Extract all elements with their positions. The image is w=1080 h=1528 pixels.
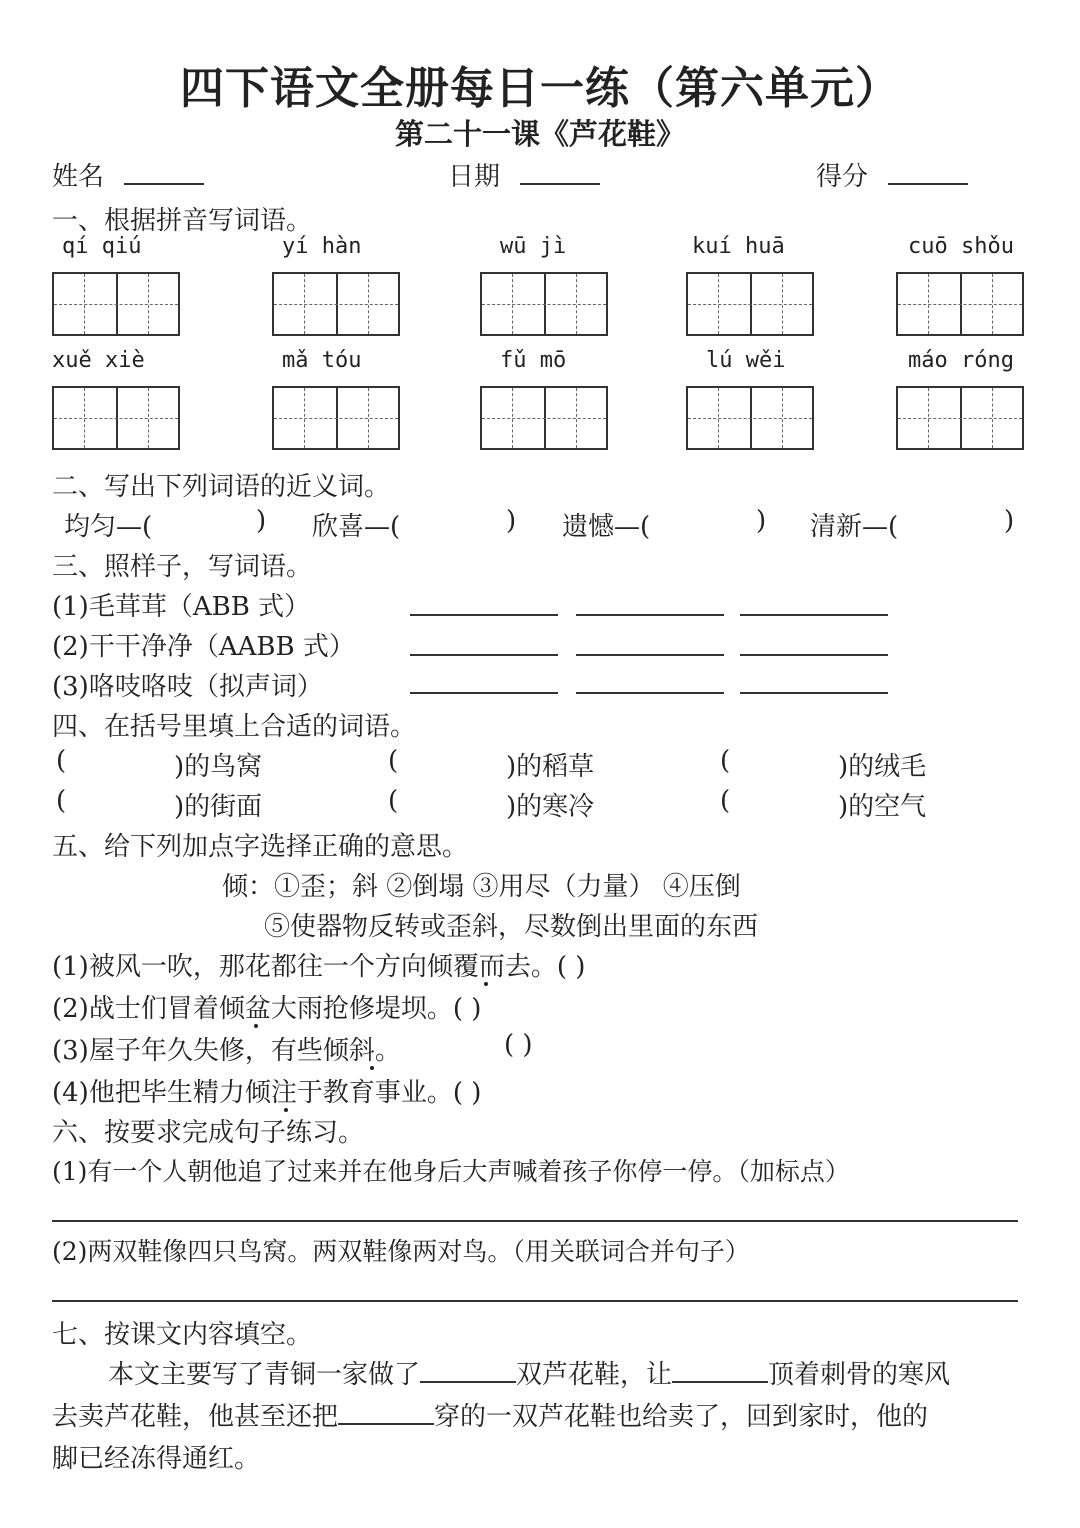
pinyin: lú wěi xyxy=(706,348,786,373)
sentence-task: (2)两双鞋像四只鸟窝。两双鞋像两对鸟。（用关联词合并句子） xyxy=(52,1237,750,1266)
fill-blank[interactable] xyxy=(672,1359,768,1383)
text: 去卖芦花鞋，他甚至还把 xyxy=(52,1402,339,1432)
answer-line[interactable] xyxy=(410,614,558,616)
paren-open: ( xyxy=(56,746,67,776)
fill-item: )的稻草 xyxy=(506,752,595,782)
fill-blank[interactable] xyxy=(338,1401,434,1425)
name-label: 姓名 xyxy=(52,162,105,192)
synonym-item: 遗憾—( xyxy=(562,512,651,542)
meaning-item: (3)屋子年久失修，有些倾斜。 xyxy=(52,1036,401,1066)
definition-line: 倾：①歪；斜 ②倒塌 ③用尽（力量） ④压倒 xyxy=(222,872,741,902)
fill-blank[interactable] xyxy=(420,1359,516,1383)
pattern-item: (3)咯吱咯吱（拟声词） xyxy=(52,672,323,702)
definition-line: ⑤使器物反转或歪斜，尽数倒出里面的东西 xyxy=(264,912,759,942)
score-field xyxy=(816,156,968,193)
answer-line[interactable] xyxy=(52,1300,1018,1302)
emphasis-dot xyxy=(254,1024,258,1028)
paren-open: ( xyxy=(720,786,731,816)
tian-grid[interactable] xyxy=(272,272,400,336)
q2-heading: 二、写出下列词语的近义词。 xyxy=(52,472,391,502)
tian-grid[interactable] xyxy=(480,386,608,450)
fill-item: )的绒毛 xyxy=(838,752,927,782)
text: 本文主要写了青铜一家做了 xyxy=(108,1360,421,1390)
pinyin: qí qiú xyxy=(62,234,142,259)
tian-grid[interactable] xyxy=(686,386,814,450)
pinyin: wū jì xyxy=(500,234,567,259)
pinyin: cuō shǒu xyxy=(908,234,1014,259)
page-title: 四下语文全册每日一练（第六单元） xyxy=(180,63,900,114)
answer-line[interactable] xyxy=(576,692,724,694)
paren-close: ) xyxy=(256,506,267,536)
q4-heading: 四、在括号里填上合适的词语。 xyxy=(52,712,417,742)
text: 双芦花鞋，让 xyxy=(516,1360,673,1390)
text: 穿的一双芦花鞋也给卖了，回到家时，他的 xyxy=(434,1402,929,1432)
fill-item: )的街面 xyxy=(174,792,263,822)
paren-close: ) xyxy=(506,506,517,536)
synonym-item: 均匀—( xyxy=(64,512,153,542)
meaning-item: (2)战士们冒着倾盆大雨抢修堤坝。( ) xyxy=(52,994,482,1024)
answer-line[interactable] xyxy=(52,1220,1018,1222)
paren-open: ( xyxy=(720,746,731,776)
answer-line[interactable] xyxy=(410,692,558,694)
date-label: 日期 xyxy=(448,162,501,192)
date-blank[interactable] xyxy=(520,161,600,185)
tian-grid[interactable] xyxy=(686,272,814,336)
tian-grid[interactable] xyxy=(896,272,1024,336)
fill-item: )的鸟窝 xyxy=(174,752,263,782)
q6-heading: 六、按要求完成句子练习。 xyxy=(52,1118,365,1148)
emphasis-dot xyxy=(370,1066,374,1070)
pinyin: máo róng xyxy=(908,348,1014,373)
tian-grid[interactable] xyxy=(480,272,608,336)
meaning-item: (1)被风一吹，那花都往一个方向倾覆而去。( ) xyxy=(52,952,586,982)
pinyin: yí hàn xyxy=(282,234,362,259)
paren-open: ( xyxy=(388,746,399,776)
pinyin: xuě xiè xyxy=(52,348,145,373)
emphasis-dot xyxy=(484,982,488,986)
pattern-item: (1)毛茸茸（ABB 式） xyxy=(52,592,311,622)
pinyin: mǎ tóu xyxy=(282,348,362,373)
answer-paren[interactable]: ( ) xyxy=(504,1030,533,1060)
answer-line[interactable] xyxy=(740,614,888,616)
pinyin: kuí huā xyxy=(692,234,785,259)
synonym-item: 欣喜—( xyxy=(312,512,401,542)
q1-heading: 一、根据拼音写词语。 xyxy=(52,206,313,236)
tian-grid[interactable] xyxy=(52,272,180,336)
date-field xyxy=(448,156,600,193)
answer-line[interactable] xyxy=(740,654,888,656)
text: 顶着刺骨的寒风 xyxy=(768,1360,951,1390)
score-label: 得分 xyxy=(816,162,869,192)
tian-grid[interactable] xyxy=(272,386,400,450)
fill-item: )的寒冷 xyxy=(506,792,595,822)
name-field xyxy=(52,156,204,193)
paren-open: ( xyxy=(388,786,399,816)
pinyin: fǔ mō xyxy=(500,348,567,373)
answer-line[interactable] xyxy=(410,654,558,656)
q7-heading: 七、按课文内容填空。 xyxy=(52,1320,313,1350)
score-blank[interactable] xyxy=(888,161,968,185)
answer-line[interactable] xyxy=(576,614,724,616)
tian-grid[interactable] xyxy=(52,386,180,450)
meaning-item: (4)他把毕生精力倾注于教育事业。( ) xyxy=(52,1078,482,1108)
sentence-task: (1)有一个人朝他追了过来并在他身后大声喊着孩子你停一停。（加标点） xyxy=(52,1157,850,1186)
answer-line[interactable] xyxy=(576,654,724,656)
fill-paragraph-line xyxy=(52,1396,928,1433)
paren-close: ) xyxy=(1004,506,1015,536)
answer-line[interactable] xyxy=(740,692,888,694)
lesson-subtitle: 第二十一课《芦花鞋》 xyxy=(394,117,685,151)
tian-grid[interactable] xyxy=(896,386,1024,450)
paren-open: ( xyxy=(56,786,67,816)
fill-item: )的空气 xyxy=(838,792,927,822)
fill-paragraph-line: 脚已经冻得通红。 xyxy=(52,1444,261,1474)
q3-heading: 三、照样子，写词语。 xyxy=(52,552,313,582)
fill-paragraph-line xyxy=(108,1354,950,1391)
synonym-item: 清新—( xyxy=(810,512,899,542)
q5-heading: 五、给下列加点字选择正确的意思。 xyxy=(52,832,469,862)
paren-close: ) xyxy=(756,506,767,536)
pattern-item: (2)干干净净（AABB 式） xyxy=(52,632,355,662)
name-blank[interactable] xyxy=(124,161,204,185)
